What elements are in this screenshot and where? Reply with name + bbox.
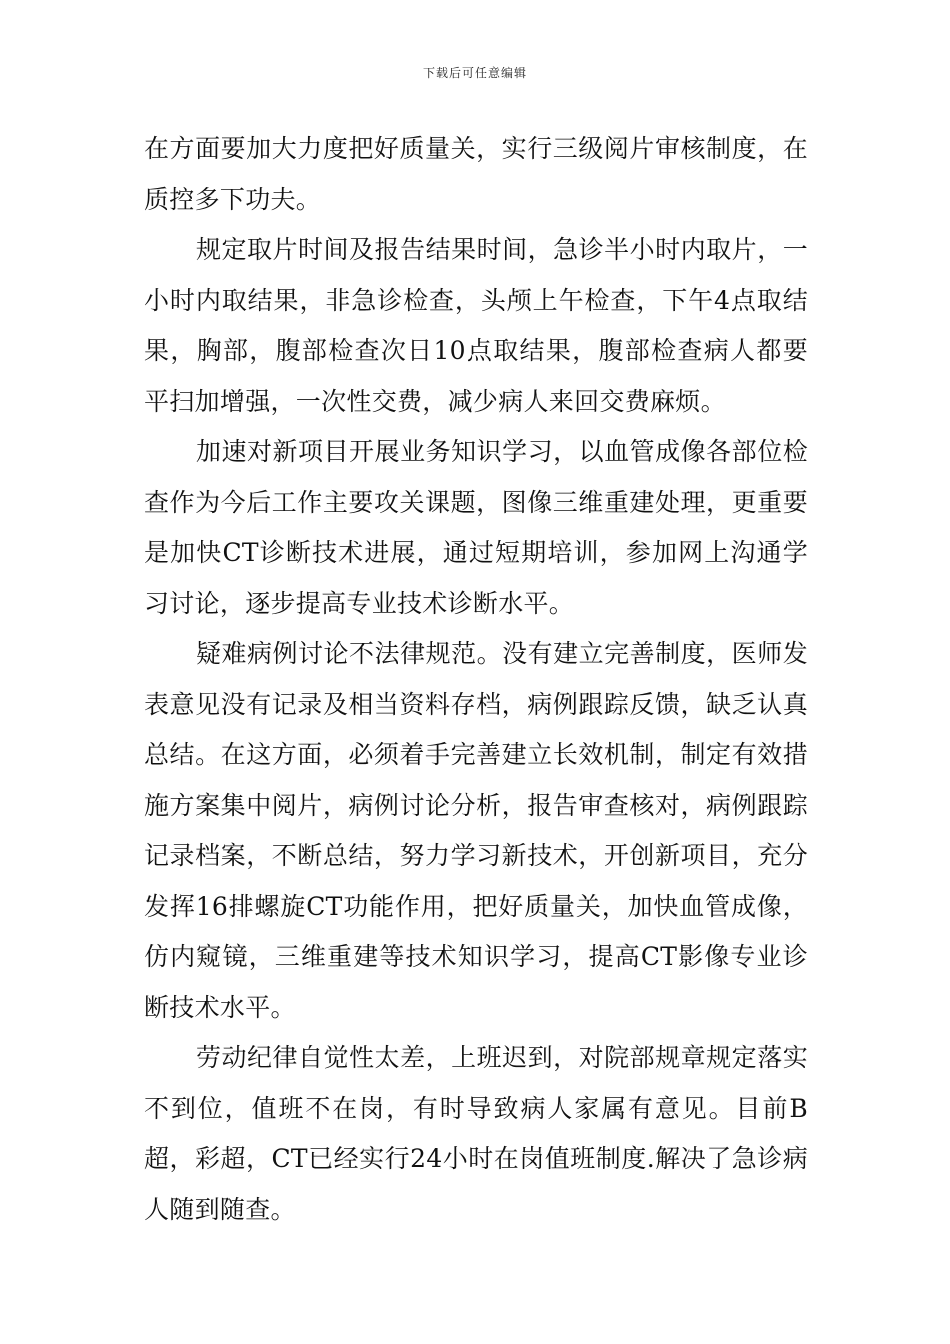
paragraph-2: 规定取片时间及报告结果时间，急诊半小时内取片，一小时内取结果，非急诊检查，头颅上午检查，下午4点取结果，胸部，腹部检查次日10点取结果，腹部检查病人都要平扫加增强，一次性交费，减少病人来回交费麻烦。 (144, 235, 808, 416)
paragraph-5: 劳动纪律自觉性太差，上班迟到，对院部规章规定落实不到位，值班不在岗，有时导致病人家属有意见。目前B超，彩超，CT已经实行24小时在岗值班制度.解决了急诊病人随到随查。 (144, 1043, 808, 1224)
document-body (144, 124, 808, 1235)
page-header-note: 下载后可任意编辑 (422, 66, 527, 80)
paragraph-1: 在方面要加大力度把好质量关，实行三级阅片审核制度，在质控多下功夫。 (144, 134, 808, 214)
paragraph-4: 疑难病例讨论不法律规范。没有建立完善制度，医师发表意见没有记录及相当资料存档，病例跟踪反馈，缺乏认真总结。在这方面，必须着手完善建立长效机制，制定有效措施方案集中阅片，病例讨论分析，报告审查核对，病例跟踪记录档案，不断总结，努力学习新技术，开创新项目，充分发挥16排螺旋CT功能作用，把好质量关，加快血管成像，仿内窥镜，三维重建等技术知识学习，提高CT影像专业诊断技术水平。 (144, 639, 808, 1022)
paragraph-3: 加速对新项目开展业务知识学习，以血管成像各部位检查作为今后工作主要攻关课题，图像三维重建处理，更重要是加快CT诊断技术进展，通过短期培训，参加网上沟通学习讨论，逐步提高专业技术诊断水平。 (144, 437, 808, 618)
